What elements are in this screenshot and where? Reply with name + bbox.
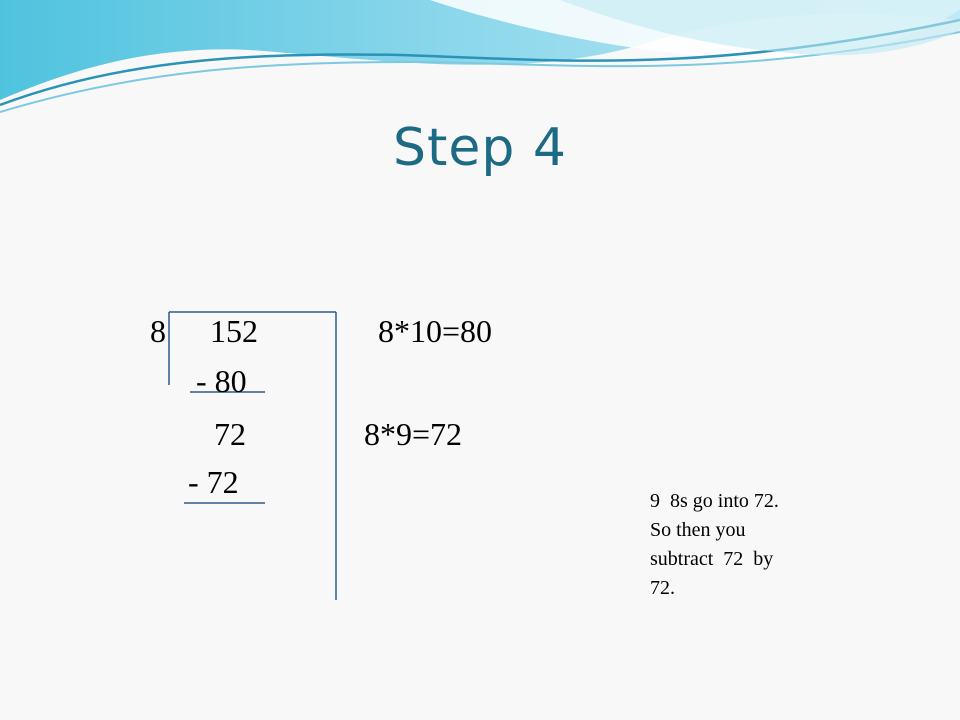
note-line: 72. [650,577,675,599]
subtract-row-2: - 72 [188,464,239,500]
equation-1: 8*10=80 [378,313,493,349]
note-line: So then you [650,519,746,541]
decorative-wave-header [0,0,960,130]
divisor: 8 [150,313,166,349]
dividend: 152 [210,313,258,349]
subtract-row-1: - 80 [196,363,247,399]
note-line: subtract 72 by [650,548,774,570]
remainder-row-1: 72 [214,416,246,452]
explanation-note [650,487,830,603]
note-line: 9 8s go into 72. [650,490,779,512]
equation-2: 8*9=72 [364,416,463,452]
slide-title: Step 4 [392,118,567,178]
